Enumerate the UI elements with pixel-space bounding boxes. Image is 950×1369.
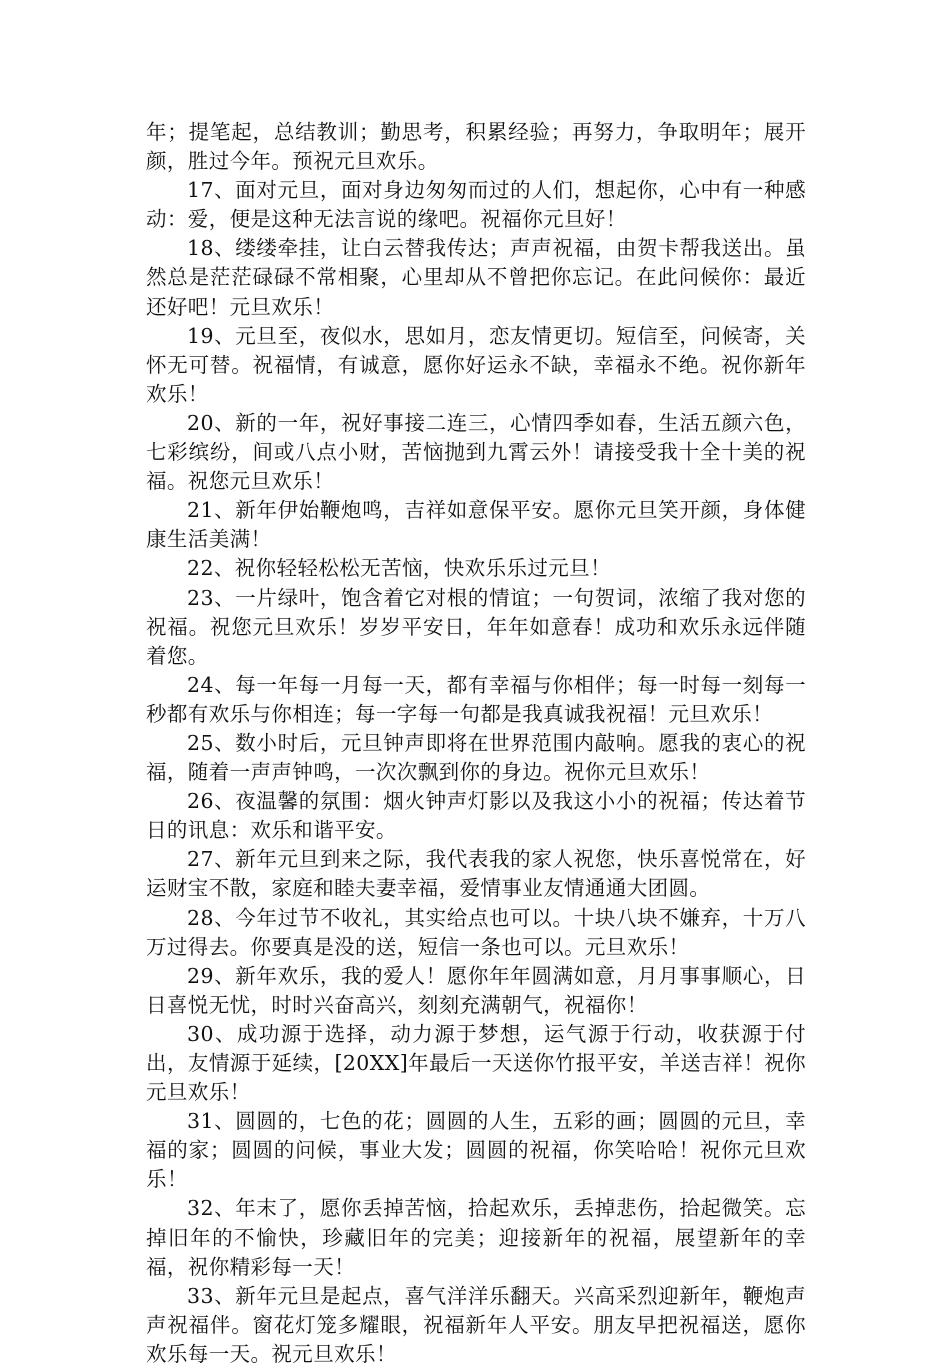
paragraph-20: 20、新的一年，祝好事接二连三，心情四季如春，生活五颜六色，七彩缤纷，间或八点小财，苦恼抛到九霄云外！请接受我十全十美的祝福。祝您元旦欢乐！ xyxy=(146,410,806,494)
paragraph-27: 27、新年元旦到来之际，我代表我的家人祝您，快乐喜悦常在，好运财宝不散，家庭和睦夫妻幸福，爱情事业友情通通大团圆。 xyxy=(146,847,806,901)
paragraph-31: 31、圆圆的，七色的花；圆圆的人生，五彩的画；圆圆的元旦，幸福的家；圆圆的问候，事业大发；圆圆的祝福，你笑哈哈！祝你元旦欢乐！ xyxy=(146,1109,806,1192)
paragraph-25: 25、数小时后，元旦钟声即将在世界范围内敲响。愿我的衷心的祝福，随着一声声钟鸣，一次次飘到你的身边。祝你元旦欢乐！ xyxy=(146,730,806,785)
paragraph-19: 19、元旦至，夜似水，思如月，恋友情更切。短信至，问候寄，关怀无可替。祝福情，有诚意，愿你好运永不缺，幸福永不绝。祝你新年欢乐！ xyxy=(146,323,806,406)
paragraph-18: 18、缕缕牵挂，让白云替我传达；声声祝福，由贺卡帮我送出。虽然总是茫茫碌碌不常相聚，心里却从不曾把你忘记。在此问候你：最近还好吧！元旦欢乐！ xyxy=(146,236,806,319)
paragraph-23: 23、一片绿叶，饱含着它对根的情谊；一句贺词，浓缩了我对您的祝福。祝您元旦欢乐！岁岁平安日，年年如意春！成功和欢乐永远伴随着您。 xyxy=(146,585,806,668)
paragraph-29: 29、新年欢乐，我的爱人！愿你年年圆满如意，月月事事顺心，日日喜悦无忧，时时兴奋高兴，刻刻充满朝气，祝福你！ xyxy=(146,963,806,1017)
paragraph-24: 24、每一年每一月每一天，都有幸福与你相伴；每一时每一刻每一秒都有欢乐与你相连；每一字每一句都是我真诚我祝福！元旦欢乐！ xyxy=(146,672,806,726)
paragraph-26: 26、夜温馨的氛围：烟火钟声灯影以及我这小小的祝福；传达着节日的讯息：欢乐和谐平安。 xyxy=(146,789,806,843)
paragraph-22: 22、祝你轻轻松松无苦恼，快欢乐乐过元旦！ xyxy=(187,556,611,581)
paragraph-28: 28、今年过节不收礼，其实给点也可以。十块八块不嫌弃，十万八万过得去。你要真是没的送，短信一条也可以。元旦欢乐！ xyxy=(146,905,806,959)
document-body xyxy=(146,118,806,1369)
paragraph-30: 30、成功源于选择，动力源于梦想，运气源于行动，收获源于付出，友情源于延续，[20XX]年最后一天送你竹报平安，羊送吉祥！祝你元旦欢乐！ xyxy=(146,1021,806,1105)
paragraph-32: 32、年末了，愿你丢掉苦恼，拾起欢乐，丢掉悲伤，拾起微笑。忘掉旧年的不愉快，珍藏旧年的完美；迎接新年的祝福，展望新年的幸福，祝你精彩每一天！ xyxy=(146,1196,806,1279)
paragraph-21: 21、新年伊始鞭炮鸣，吉祥如意保平安。愿你元旦笑开颜，身体健康生活美满！ xyxy=(146,498,806,552)
paragraph-continued: 年；提笔起，总结教训；勤思考，积累经验；再努力，争取明年；展开颜，胜过今年。预祝元旦欢乐。 xyxy=(146,120,806,174)
paragraph-33: 33、新年元旦是起点，喜气洋洋乐翻天。兴高采烈迎新年，鞭炮声声祝福伴。窗花灯笼多耀眼，祝福新年人平安。朋友早把祝福送，愿你欢乐每一天。祝元旦欢乐！ xyxy=(146,1283,806,1366)
paragraph-17: 17、面对元旦，面对身边匆匆而过的人们，想起你，心中有一种感动：爱，便是这种无法言说的缘吧。祝福你元旦好！ xyxy=(146,178,806,232)
